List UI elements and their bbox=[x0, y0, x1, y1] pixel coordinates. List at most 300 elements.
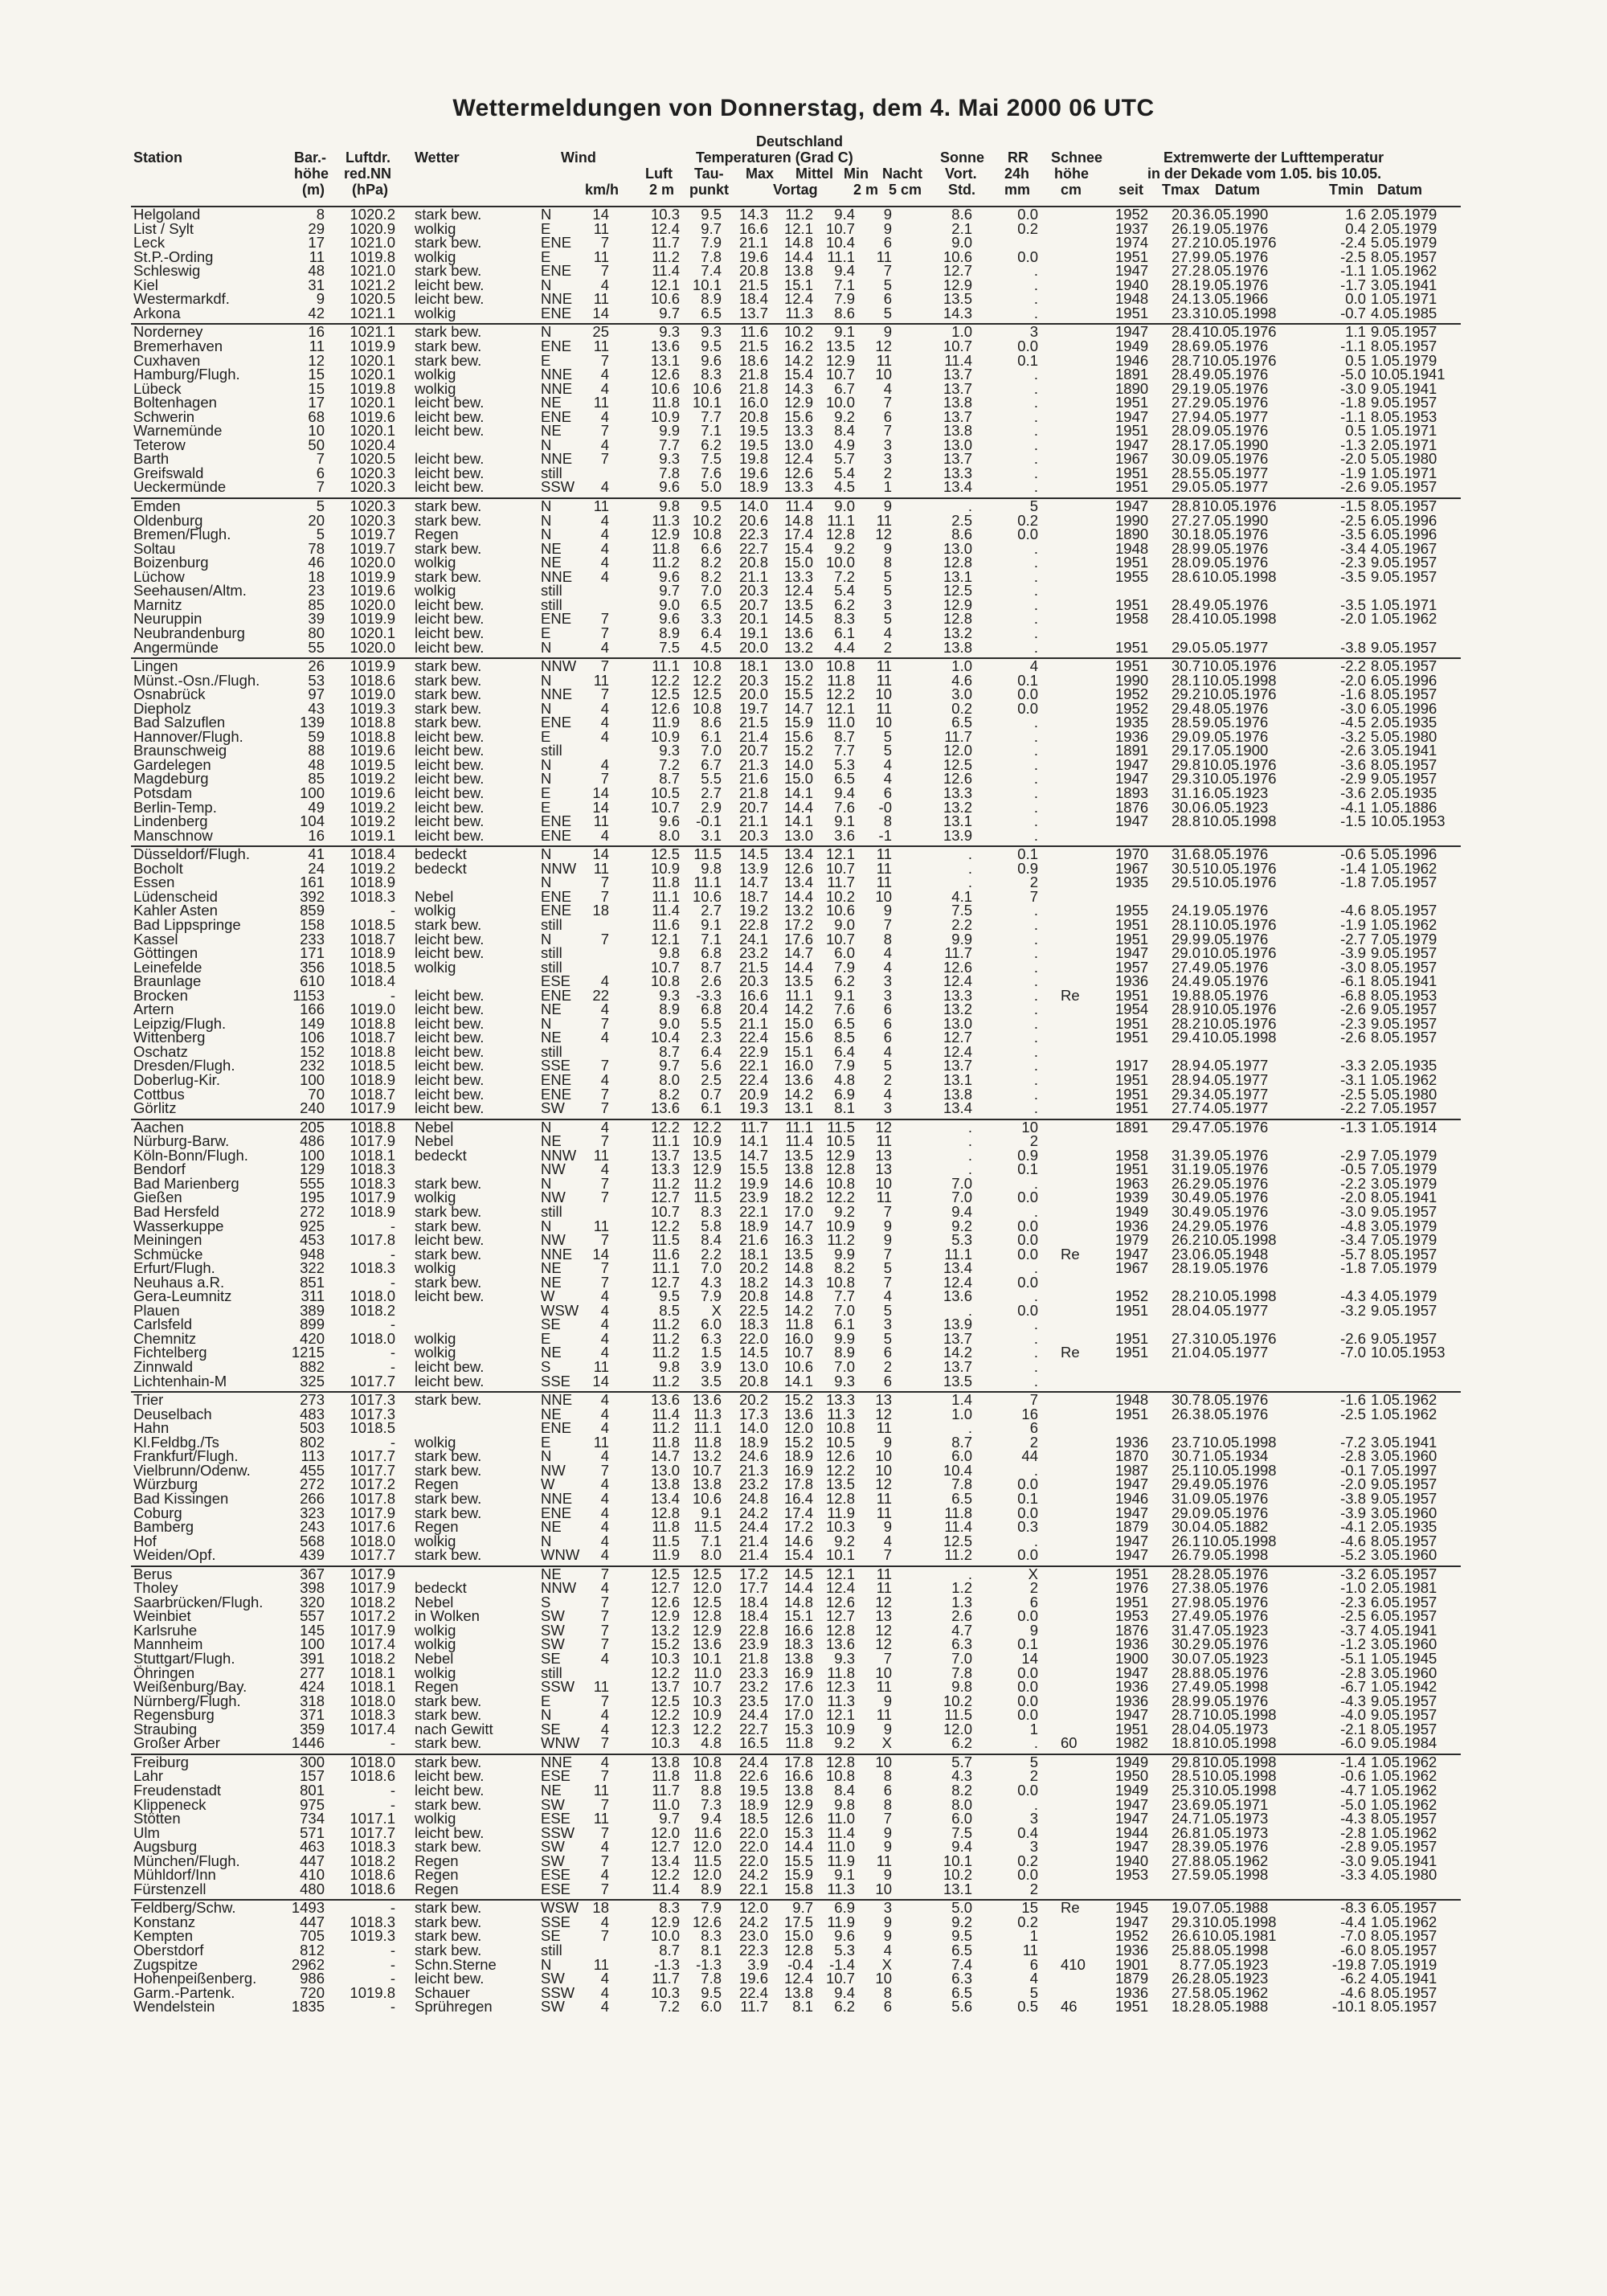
wind-speed: 11 bbox=[593, 394, 609, 411]
weather: wolkig bbox=[415, 958, 456, 976]
weather: stark bew. bbox=[415, 714, 482, 731]
tmax-value: 28.1 bbox=[1171, 276, 1200, 293]
table-row bbox=[0, 1477, 1607, 1491]
wind-direction: N bbox=[541, 1532, 552, 1549]
weather: stark bew. bbox=[415, 671, 482, 689]
precipitation: 0.9 bbox=[1017, 1146, 1038, 1164]
temp-max: 20.3 bbox=[738, 826, 768, 844]
temp-max: 24.4 bbox=[738, 1706, 768, 1724]
tmin-value: -3.0 bbox=[1340, 699, 1366, 717]
tmax-date: 9.05.1971 bbox=[1202, 1795, 1269, 1813]
temp-air: 11.2 bbox=[652, 1174, 680, 1192]
table-row bbox=[0, 1073, 1607, 1087]
table-row bbox=[0, 1174, 1607, 1192]
precipitation: 0.0 bbox=[1017, 1607, 1038, 1625]
station-height: 26 bbox=[308, 657, 325, 675]
weather: wolkig bbox=[415, 1664, 456, 1681]
since-year: 1940 bbox=[1115, 276, 1149, 293]
weather: stark bew. bbox=[415, 567, 482, 585]
station-height: 240 bbox=[300, 1099, 325, 1117]
wind-speed: 4 bbox=[600, 526, 609, 543]
weather: stark bew. bbox=[415, 1692, 482, 1709]
sunshine: 13.2 bbox=[943, 1001, 972, 1018]
snow-depth: 410 bbox=[1061, 1955, 1086, 1973]
header-seit: seit bbox=[1118, 182, 1144, 198]
temp-min: 9.0 bbox=[834, 497, 855, 514]
precipitation: 0.0 bbox=[1017, 1301, 1038, 1319]
pressure: - bbox=[390, 1955, 395, 1973]
pressure: 1018.8 bbox=[350, 727, 395, 745]
table-row bbox=[0, 1736, 1607, 1750]
table-row bbox=[0, 1637, 1607, 1651]
since-year: 1963 bbox=[1115, 1174, 1149, 1192]
tmax-value: 28.9 bbox=[1171, 539, 1200, 557]
wind-direction: N bbox=[541, 1217, 552, 1234]
temp-air: 8.0 bbox=[659, 1071, 680, 1088]
station-name: Aachen bbox=[133, 1118, 184, 1136]
wind-speed: 7 bbox=[600, 1461, 609, 1479]
tmax-date: 3.05.1966 bbox=[1202, 290, 1269, 308]
temp-air: 13.0 bbox=[650, 1461, 680, 1479]
temp-max: 22.4 bbox=[738, 1071, 768, 1088]
temp-max: 13.0 bbox=[738, 1358, 768, 1375]
temp-max: 13.9 bbox=[738, 859, 768, 877]
sunshine: . bbox=[967, 1118, 972, 1136]
station-height: 149 bbox=[300, 1014, 325, 1032]
table-row bbox=[0, 379, 1607, 397]
station-height: 18 bbox=[308, 567, 325, 585]
tmax-value: 29.9 bbox=[1171, 930, 1200, 947]
weather: leicht bew. bbox=[415, 826, 485, 844]
weather: leicht bew. bbox=[415, 1231, 485, 1249]
temp-mean: 17.2 bbox=[783, 915, 813, 933]
wind-speed: 7 bbox=[600, 1927, 609, 1945]
temp-max: 21.1 bbox=[738, 812, 768, 830]
precipitation: . bbox=[1033, 742, 1038, 759]
station-height: 356 bbox=[300, 958, 325, 976]
wind-speed: 4 bbox=[600, 972, 609, 990]
temp-min: 12.3 bbox=[825, 1678, 855, 1696]
station-name: Kassel bbox=[133, 930, 178, 947]
tmin-value: -5.0 bbox=[1340, 366, 1366, 383]
tmin-value: -0.1 bbox=[1340, 1461, 1366, 1479]
temp-min: 10.5 bbox=[825, 1433, 855, 1451]
temp-air: 12.5 bbox=[650, 686, 680, 703]
weather: Regen bbox=[415, 1678, 459, 1696]
station-height: 447 bbox=[300, 1913, 325, 1930]
dewpoint: 10.7 bbox=[692, 1678, 722, 1696]
wind-speed: 7 bbox=[600, 1795, 609, 1813]
sunshine: 7.5 bbox=[951, 902, 972, 919]
temp-min: 10.5 bbox=[825, 1132, 855, 1150]
station-height: 85 bbox=[308, 770, 325, 788]
dewpoint: 9.1 bbox=[701, 915, 722, 933]
station-name: Görlitz bbox=[133, 1099, 177, 1117]
tmin-value: -6.1 bbox=[1340, 972, 1366, 990]
temp-air: 8.0 bbox=[659, 826, 680, 844]
night-min-5cm: 7 bbox=[883, 1273, 892, 1291]
wind-direction: still bbox=[541, 944, 562, 962]
pressure: - bbox=[390, 1358, 395, 1375]
tmax-value: 28.9 bbox=[1171, 1071, 1200, 1088]
temp-max: 21.3 bbox=[738, 755, 768, 773]
tmax-value: 24.2 bbox=[1171, 1217, 1200, 1234]
dewpoint: 6.8 bbox=[701, 1001, 722, 1018]
tmax-date: 9.05.1976 bbox=[1202, 902, 1269, 919]
precipitation: 0.0 bbox=[1017, 1189, 1038, 1206]
tmax-date: 4.05.1977 bbox=[1202, 1344, 1269, 1361]
table-row bbox=[0, 1943, 1607, 1957]
pressure: 1018.5 bbox=[350, 915, 395, 933]
precipitation: 2 bbox=[1029, 1132, 1038, 1150]
night-min-5cm: 5 bbox=[883, 1301, 892, 1319]
tmax-date: 10.05.1976 bbox=[1202, 859, 1277, 877]
station-height: 17 bbox=[308, 394, 325, 411]
station-name: Potsdam bbox=[133, 784, 193, 801]
station-name: Doberlug-Kir. bbox=[133, 1071, 220, 1088]
temp-air: 11.2 bbox=[652, 1372, 680, 1389]
tmin-value: -1.2 bbox=[1340, 1635, 1366, 1653]
temp-min: 10.1 bbox=[825, 1546, 855, 1564]
tmax-value: 29.4 bbox=[1171, 1475, 1200, 1493]
station-height: 851 bbox=[300, 1273, 325, 1291]
wind-speed: 7 bbox=[600, 262, 609, 280]
temp-air: 11.2 bbox=[652, 1329, 680, 1347]
since-year: 1951 bbox=[1115, 1301, 1149, 1319]
night-min-5cm: 9 bbox=[883, 1518, 892, 1536]
sunshine: 11.5 bbox=[944, 1706, 972, 1724]
tmin-value: -0.5 bbox=[1340, 1160, 1366, 1178]
wind-speed: 18 bbox=[592, 1899, 609, 1917]
weather: wolkig bbox=[415, 1810, 456, 1827]
tmax-date: 10.05.1976 bbox=[1202, 944, 1277, 962]
precipitation: . bbox=[1033, 930, 1038, 947]
table-row bbox=[0, 626, 1607, 640]
sunshine: 13.2 bbox=[943, 624, 972, 641]
since-year: 1951 bbox=[1115, 1998, 1149, 2016]
station-name: Cottbus bbox=[133, 1085, 185, 1103]
weather: leicht bew. bbox=[415, 638, 485, 656]
dewpoint: 8.1 bbox=[701, 1942, 722, 1958]
header-extremwerte: Extremwerte der Lufttemperatur bbox=[1163, 149, 1384, 166]
temp-max: 20.1 bbox=[738, 610, 768, 628]
tmin-date: 3.05.1960 bbox=[1371, 1447, 1437, 1465]
temp-air: 10.6 bbox=[650, 290, 680, 308]
precipitation: 0.0 bbox=[1017, 1706, 1038, 1724]
wind-speed: 7 bbox=[600, 610, 609, 628]
station-name: Kahler Asten bbox=[133, 902, 218, 919]
station-height: 31 bbox=[308, 276, 325, 293]
temp-min: 6.0 bbox=[834, 944, 855, 962]
tmax-date: 10.05.1998 bbox=[1202, 610, 1277, 628]
pressure: - bbox=[390, 902, 395, 919]
pressure: - bbox=[390, 1970, 395, 1987]
since-year: 1951 bbox=[1115, 554, 1149, 571]
station-name: Bremen/Flugh. bbox=[133, 526, 231, 543]
since-year: 1917 bbox=[1115, 1057, 1149, 1074]
tmax-value: 28.7 bbox=[1171, 1706, 1200, 1724]
precipitation: 4 bbox=[1029, 1970, 1038, 1987]
tmin-value: -3.6 bbox=[1340, 784, 1366, 801]
sunshine: 12.8 bbox=[943, 610, 972, 628]
tmax-value: 18.8 bbox=[1171, 1734, 1200, 1752]
tmin-date: 8.05.1957 bbox=[1371, 1245, 1437, 1263]
table-row bbox=[0, 1678, 1607, 1696]
night-min-5cm: 9 bbox=[883, 1231, 892, 1249]
temp-min: 12.6 bbox=[825, 1447, 855, 1465]
temp-mean: 17.0 bbox=[783, 1202, 813, 1220]
weather: leicht bew. bbox=[415, 1057, 485, 1074]
wind-direction: WSW bbox=[541, 1899, 579, 1917]
precipitation: . bbox=[1033, 1057, 1038, 1074]
dewpoint: 9.8 bbox=[701, 859, 722, 877]
sunshine: 13.0 bbox=[943, 1014, 972, 1032]
temp-air: 9.3 bbox=[659, 450, 680, 468]
table-row bbox=[0, 339, 1607, 353]
night-min-5cm: 10 bbox=[875, 1753, 892, 1770]
temp-min: 10.6 bbox=[825, 902, 855, 919]
wind-direction: still bbox=[541, 915, 562, 933]
since-year: 1935 bbox=[1115, 874, 1149, 891]
temp-min: 5.4 bbox=[834, 464, 855, 481]
wind-speed: 7 bbox=[600, 770, 609, 788]
temp-min: 11.0 bbox=[827, 714, 855, 731]
sunshine: 13.7 bbox=[943, 1358, 972, 1375]
temp-air: 9.8 bbox=[659, 944, 680, 962]
temp-min: 13.3 bbox=[825, 1391, 855, 1409]
temp-mean: 10.2 bbox=[783, 323, 813, 341]
pressure: 1017.9 bbox=[350, 1099, 395, 1117]
since-year: 1947 bbox=[1115, 1532, 1149, 1549]
station-height: 11 bbox=[309, 248, 325, 265]
precipitation: . bbox=[1033, 727, 1038, 745]
wind-direction: ESE bbox=[541, 972, 571, 990]
since-year: 1982 bbox=[1115, 1734, 1149, 1752]
tmin-value: -6.8 bbox=[1340, 986, 1366, 1004]
tmin-date: 1.05.1962 bbox=[1371, 915, 1437, 933]
station-height: 455 bbox=[300, 1461, 325, 1479]
wind-direction: NW bbox=[541, 1189, 566, 1206]
night-min-5cm: 13 bbox=[875, 1607, 892, 1625]
table-row bbox=[0, 1042, 1607, 1060]
tmin-value: -1.6 bbox=[1340, 1391, 1366, 1409]
pressure: 1019.6 bbox=[350, 784, 395, 801]
station-height: 70 bbox=[308, 1085, 325, 1103]
pressure: 1020.5 bbox=[350, 450, 395, 468]
since-year: 1951 bbox=[1115, 1593, 1149, 1610]
temp-air: 13.2 bbox=[650, 1621, 680, 1639]
pressure: 1019.8 bbox=[350, 1983, 395, 2001]
table-row bbox=[0, 1190, 1607, 1204]
temp-max: 19.7 bbox=[738, 699, 768, 717]
table-row bbox=[0, 1101, 1607, 1115]
night-min-5cm: 11 bbox=[876, 1579, 892, 1597]
tmin-date: 4.05.1967 bbox=[1371, 539, 1437, 557]
dewpoint: 10.7 bbox=[692, 1461, 722, 1479]
temp-air: 11.4 bbox=[652, 902, 680, 919]
weather: stark bew. bbox=[415, 1489, 482, 1507]
weather: stark bew. bbox=[415, 1838, 482, 1856]
wind-direction: N bbox=[541, 497, 552, 514]
night-min-5cm: 11 bbox=[876, 511, 892, 529]
temp-mean: 16.9 bbox=[783, 1461, 813, 1479]
weather: leicht bew. bbox=[415, 407, 485, 425]
dewpoint: 6.0 bbox=[701, 1316, 722, 1333]
station-name: Bocholt bbox=[133, 859, 183, 877]
station-height: 705 bbox=[300, 1927, 325, 1945]
pressure: 1018.3 bbox=[350, 1174, 395, 1192]
station-height: 948 bbox=[300, 1245, 325, 1263]
temp-min: 12.2 bbox=[825, 686, 855, 703]
precipitation: . bbox=[1033, 1287, 1038, 1305]
station-height: 300 bbox=[300, 1753, 325, 1770]
sunshine: 10.4 bbox=[943, 1461, 972, 1479]
wind-direction: NNE bbox=[541, 450, 573, 468]
wind-speed: 14 bbox=[592, 206, 609, 223]
precipitation: 0.0 bbox=[1017, 1546, 1038, 1564]
temp-mean: 13.6 bbox=[783, 1405, 813, 1422]
station-height: 41 bbox=[308, 845, 325, 863]
since-year: 1951 bbox=[1115, 248, 1149, 265]
tmin-value: -2.8 bbox=[1340, 1838, 1366, 1856]
station-name: Erfurt/Flugh. bbox=[133, 1259, 215, 1277]
tmin-value: -1.3 bbox=[1340, 1118, 1366, 1136]
table-row bbox=[0, 1087, 1607, 1101]
tmin-value: -4.6 bbox=[1340, 1983, 1366, 2001]
tmin-value: -2.9 bbox=[1340, 770, 1366, 788]
tmax-date: 8.05.1962 bbox=[1202, 1983, 1269, 2001]
tmin-value: -1.1 bbox=[1340, 262, 1366, 280]
sunshine: 13.7 bbox=[943, 1329, 972, 1347]
since-year: 1891 bbox=[1115, 742, 1149, 759]
sunshine: 12.5 bbox=[943, 1532, 972, 1549]
dewpoint: 2.2 bbox=[701, 1245, 722, 1263]
sunshine: 13.7 bbox=[943, 407, 972, 425]
night-min-5cm: -0 bbox=[878, 798, 892, 816]
weather: wolkig bbox=[415, 1635, 456, 1653]
dewpoint: 9.7 bbox=[701, 219, 722, 237]
tmin-value: -5.7 bbox=[1340, 1245, 1366, 1263]
weather: bedeckt bbox=[415, 1579, 467, 1597]
station-height: 503 bbox=[300, 1419, 325, 1437]
wind-speed: 4 bbox=[600, 1419, 609, 1437]
temp-air: 10.7 bbox=[650, 1202, 680, 1220]
tmax-value: 28.5 bbox=[1171, 714, 1200, 731]
wind-direction: WSW bbox=[541, 1301, 579, 1319]
temp-max: 18.9 bbox=[738, 478, 768, 496]
temp-max: 20.0 bbox=[738, 638, 768, 656]
pressure: 1017.9 bbox=[350, 1579, 395, 1597]
tmax-value: 27.2 bbox=[1171, 262, 1200, 280]
tmin-date: 8.05.1957 bbox=[1371, 902, 1437, 919]
tmin-value: -2.8 bbox=[1340, 1447, 1366, 1465]
since-year: 1939 bbox=[1115, 1189, 1149, 1206]
station-height: 152 bbox=[300, 1042, 325, 1060]
precipitation: . bbox=[1033, 1014, 1038, 1032]
dewpoint: 10.1 bbox=[692, 276, 722, 293]
tmin-value: -2.2 bbox=[1340, 1174, 1366, 1192]
temp-min: 12.1 bbox=[825, 1706, 855, 1724]
night-min-5cm: 12 bbox=[875, 526, 892, 543]
precipitation: . bbox=[1033, 624, 1038, 641]
temp-max: 23.2 bbox=[738, 944, 768, 962]
since-year: 1936 bbox=[1115, 972, 1149, 990]
station-height: 439 bbox=[300, 1546, 325, 1564]
wind-direction: ENE bbox=[541, 887, 572, 905]
pressure: 1017.7 bbox=[350, 1447, 395, 1465]
wind-speed: 4 bbox=[600, 1998, 609, 2016]
wind-speed: 4 bbox=[600, 1532, 609, 1549]
temp-mean: 16.0 bbox=[783, 1329, 813, 1347]
tmax-value: 26.6 bbox=[1171, 1927, 1200, 1945]
tmax-date: 10.05.1998 bbox=[1202, 671, 1277, 689]
night-min-5cm: 11 bbox=[876, 874, 892, 891]
tmax-date: 9.05.1976 bbox=[1202, 930, 1269, 947]
table-row bbox=[0, 219, 1607, 237]
since-year: 1876 bbox=[1115, 1621, 1149, 1639]
sunshine: 9.4 bbox=[951, 1202, 972, 1220]
sunshine: 13.1 bbox=[943, 567, 972, 585]
sunshine: 4.6 bbox=[951, 671, 972, 689]
temp-mean: 13.1 bbox=[783, 1099, 813, 1117]
header-taupunkt-2: punkt bbox=[689, 182, 729, 198]
temp-air: 11.7 bbox=[652, 1970, 680, 1987]
tmax-value: 26.3 bbox=[1171, 1405, 1200, 1422]
header-bar-1: Bar.- bbox=[294, 149, 327, 166]
pressure: 1018.5 bbox=[350, 958, 395, 976]
night-min-5cm: 3 bbox=[883, 1316, 892, 1333]
temp-air: 10.9 bbox=[650, 859, 680, 877]
temp-min: 11.7 bbox=[827, 874, 855, 891]
night-min-5cm: 11 bbox=[876, 1852, 892, 1869]
sunshine: 11.4 bbox=[944, 1518, 972, 1536]
temp-min: 5.3 bbox=[834, 1942, 855, 1958]
pressure: 1018.4 bbox=[350, 972, 395, 990]
sunshine: 8.2 bbox=[951, 1781, 972, 1799]
temp-mean: 14.8 bbox=[783, 1593, 813, 1610]
pressure: 1018.2 bbox=[350, 1593, 395, 1610]
tmax-value: 27.2 bbox=[1171, 394, 1200, 411]
temp-min: 10.2 bbox=[825, 887, 855, 905]
since-year: 1952 bbox=[1115, 686, 1149, 703]
temp-mean: 17.0 bbox=[783, 1692, 813, 1709]
station-height: 43 bbox=[308, 699, 325, 717]
wind-speed: 7 bbox=[600, 1132, 609, 1150]
sunshine: 13.8 bbox=[943, 394, 972, 411]
pressure: 1018.8 bbox=[350, 1118, 395, 1136]
sunshine: 5.3 bbox=[951, 1231, 972, 1249]
tmin-date: 9.05.1941 bbox=[1371, 379, 1437, 397]
night-min-5cm: 11 bbox=[876, 1678, 892, 1696]
tmin-value: 0.0 bbox=[1345, 290, 1366, 308]
precipitation: 1 bbox=[1029, 1720, 1038, 1737]
table-row bbox=[0, 527, 1607, 541]
tmin-date: 8.05.1957 bbox=[1371, 337, 1437, 354]
temp-air: 9.6 bbox=[659, 478, 680, 496]
weather: leicht bew. bbox=[415, 986, 485, 1004]
temp-min: 12.9 bbox=[825, 351, 855, 369]
temp-max: 22.0 bbox=[738, 1329, 768, 1347]
night-min-5cm: 10 bbox=[875, 1461, 892, 1479]
table-row bbox=[0, 859, 1607, 877]
table-row bbox=[0, 250, 1607, 264]
precipitation: 0.2 bbox=[1017, 1913, 1038, 1930]
wind-direction: N bbox=[541, 323, 552, 341]
tmin-date: 3.05.1941 bbox=[1371, 1433, 1437, 1451]
tmin-date: 7.05.1919 bbox=[1371, 1955, 1437, 1973]
temp-air: 9.0 bbox=[659, 595, 680, 613]
weather: stark bew. bbox=[415, 234, 482, 252]
